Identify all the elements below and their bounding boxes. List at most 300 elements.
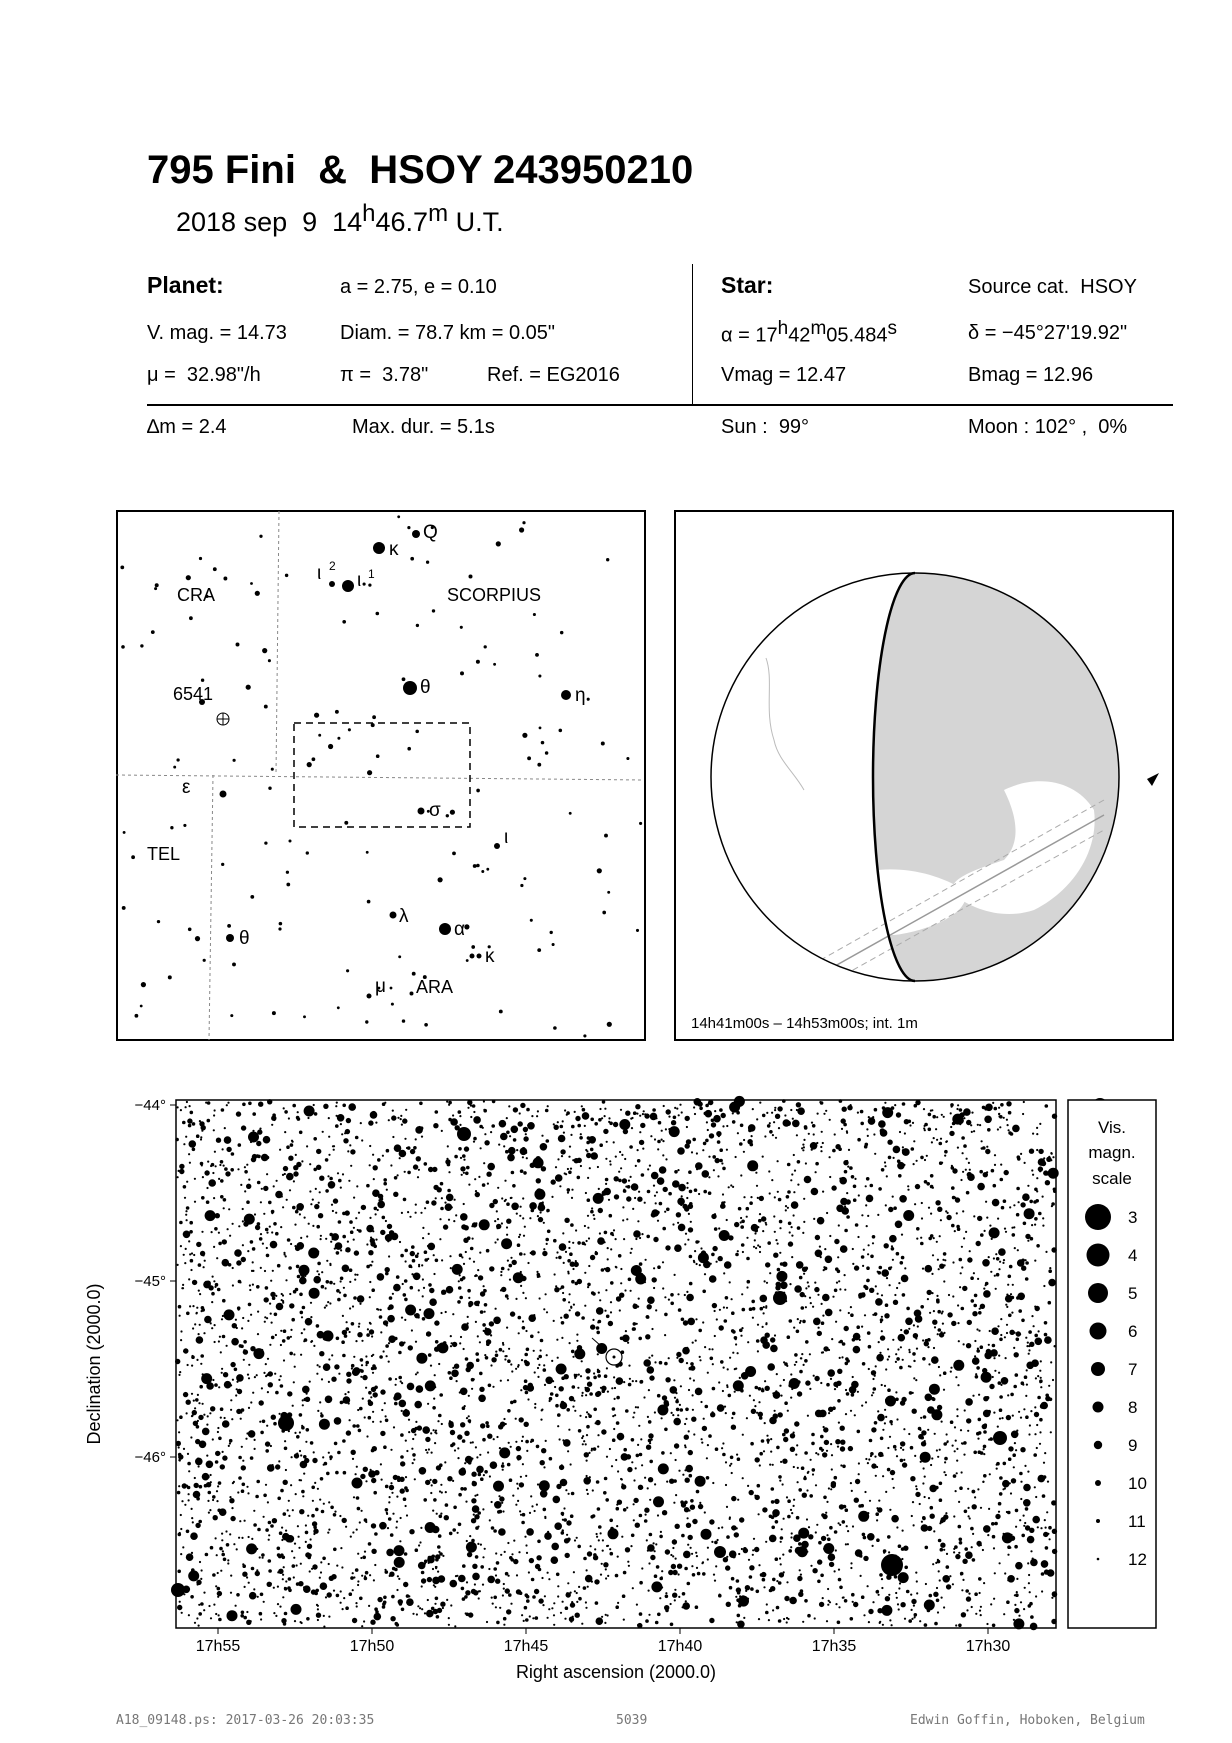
field-star (207, 1119, 211, 1123)
field-star (459, 1296, 463, 1300)
field-star (880, 1318, 884, 1322)
field-star (712, 1303, 717, 1308)
field-star (539, 1480, 550, 1491)
field-star (928, 1363, 930, 1365)
field-star (837, 1446, 839, 1448)
field-star (368, 1605, 370, 1607)
field-star (973, 1130, 975, 1132)
field-star (618, 1254, 622, 1258)
field-star (216, 1500, 218, 1502)
field-star (229, 1533, 231, 1535)
field-star (277, 1264, 281, 1268)
field-star (962, 1286, 967, 1291)
background-star (553, 1026, 557, 1030)
field-star (794, 1364, 796, 1366)
field-star (555, 1394, 559, 1398)
field-star (826, 1501, 828, 1503)
field-star (576, 1601, 578, 1603)
field-star (270, 1583, 272, 1585)
field-star (743, 1196, 745, 1198)
field-star (997, 1426, 999, 1428)
field-star (404, 1552, 408, 1556)
field-star (602, 1100, 606, 1104)
field-star (944, 1264, 946, 1266)
field-star (560, 1149, 565, 1154)
field-star (851, 1593, 855, 1597)
field-star (217, 1509, 221, 1513)
field-star (616, 1396, 620, 1400)
field-star (819, 1602, 824, 1607)
field-star (486, 1621, 488, 1623)
field-star (761, 1389, 765, 1393)
field-star (955, 1440, 957, 1442)
field-star (441, 1197, 443, 1199)
field-star (512, 1495, 514, 1497)
field-star (524, 1422, 529, 1427)
field-star (834, 1570, 836, 1572)
field-star (277, 1603, 279, 1605)
field-star (178, 1446, 180, 1448)
field-star (774, 1410, 776, 1412)
field-star (302, 1306, 306, 1310)
field-star (506, 1117, 508, 1119)
field-star (790, 1179, 792, 1181)
field-star (877, 1271, 879, 1273)
field-star (826, 1450, 828, 1452)
field-star (204, 1260, 206, 1262)
field-star (428, 1233, 430, 1235)
field-star (522, 1513, 526, 1517)
field-star (446, 1286, 454, 1294)
field-star (827, 1538, 831, 1542)
field-star (915, 1379, 917, 1381)
field-star (982, 1368, 987, 1373)
field-star (591, 1291, 595, 1295)
field-star (503, 1624, 505, 1626)
field-star (469, 1535, 471, 1537)
field-star (643, 1110, 645, 1112)
background-star (189, 616, 193, 620)
field-star (878, 1357, 880, 1359)
field-star (686, 1523, 691, 1528)
field-star (583, 1586, 587, 1590)
field-star (493, 1317, 501, 1325)
field-star (489, 1266, 494, 1271)
field-star (643, 1359, 651, 1367)
field-star (844, 1229, 848, 1233)
field-star (772, 1464, 774, 1466)
field-star (352, 1424, 356, 1428)
field-star (920, 1242, 924, 1246)
field-star (439, 1393, 443, 1397)
field-star (524, 1379, 528, 1383)
field-star (205, 1553, 209, 1557)
field-star (475, 1352, 479, 1356)
field-star (774, 1415, 778, 1419)
field-star (434, 1320, 439, 1325)
field-star (222, 1455, 227, 1460)
field-star (248, 1582, 250, 1584)
field-star (524, 1129, 528, 1133)
field-star (733, 1380, 744, 1391)
field-star (1006, 1600, 1010, 1604)
background-star (415, 730, 419, 734)
field-star (803, 1198, 805, 1200)
field-star (1003, 1259, 1005, 1261)
field-star (979, 1124, 981, 1126)
table-vertical-divider (692, 264, 693, 404)
field-star (958, 1624, 962, 1628)
field-star (951, 1166, 955, 1170)
field-star (998, 1113, 1000, 1115)
field-star (254, 1213, 256, 1215)
field-star (192, 1122, 196, 1126)
background-star (279, 922, 283, 926)
field-star (316, 1324, 320, 1328)
field-star (285, 1580, 287, 1582)
field-star (292, 1509, 294, 1511)
field-star (823, 1113, 825, 1115)
field-star (894, 1294, 896, 1296)
field-star (553, 1320, 555, 1322)
field-star (570, 1602, 575, 1607)
field-star (392, 1110, 394, 1112)
field-star (664, 1334, 666, 1336)
field-star (1008, 1457, 1012, 1461)
field-star (803, 1364, 805, 1366)
field-star (1048, 1301, 1052, 1305)
field-star (991, 1522, 995, 1526)
field-star (1026, 1384, 1028, 1386)
field-star (687, 1544, 689, 1546)
field-star (391, 1115, 396, 1120)
field-star (197, 1583, 199, 1585)
field-star (388, 1119, 390, 1121)
field-star (642, 1148, 644, 1150)
field-star (653, 1267, 655, 1269)
field-star (788, 1241, 793, 1246)
field-star (669, 1479, 674, 1484)
field-star (972, 1357, 980, 1365)
field-star (933, 1137, 935, 1139)
field-star (419, 1102, 423, 1106)
field-star (912, 1352, 916, 1356)
field-star (420, 1212, 422, 1214)
field-star (532, 1617, 534, 1619)
field-star (978, 1577, 982, 1581)
field-star (206, 1200, 210, 1204)
field-star (672, 1414, 674, 1416)
field-star (370, 1620, 375, 1625)
field-star (229, 1235, 231, 1237)
field-star (456, 1380, 458, 1382)
background-star (493, 663, 496, 666)
field-star (619, 1119, 630, 1130)
field-star (757, 1350, 759, 1352)
field-star (522, 1106, 524, 1108)
field-star (571, 1125, 575, 1129)
field-star (927, 1406, 935, 1414)
field-star (463, 1487, 467, 1491)
field-star (321, 1271, 323, 1273)
field-star (364, 1577, 368, 1581)
field-star (742, 1308, 746, 1312)
field-star (508, 1147, 516, 1155)
field-star (709, 1133, 714, 1138)
field-star (537, 1376, 539, 1378)
field-star (565, 1173, 567, 1175)
field-star (229, 1439, 233, 1443)
field-star (544, 1595, 546, 1597)
field-star (731, 1425, 736, 1430)
field-star (1033, 1200, 1037, 1204)
field-star (910, 1594, 912, 1596)
field-star (465, 1172, 469, 1176)
field-star (921, 1524, 929, 1532)
field-star (227, 1562, 229, 1564)
field-star (998, 1502, 1002, 1506)
field-star (306, 1145, 308, 1147)
field-star (794, 1421, 799, 1426)
field-star (452, 1114, 454, 1116)
field-star (220, 1417, 222, 1419)
background-star (337, 737, 340, 740)
field-star (838, 1341, 840, 1343)
field-star (892, 1196, 894, 1198)
field-star (396, 1496, 398, 1498)
field-star (998, 1107, 1000, 1109)
field-star (531, 1209, 535, 1213)
field-star (662, 1261, 664, 1263)
field-star (565, 1251, 567, 1253)
field-star (509, 1264, 513, 1268)
field-star (668, 1299, 670, 1301)
field-star (347, 1241, 349, 1243)
field-star (238, 1309, 240, 1311)
field-star (850, 1567, 852, 1569)
field-star (957, 1322, 959, 1324)
field-star (435, 1567, 437, 1569)
field-star (1042, 1217, 1044, 1219)
field-star (478, 1275, 483, 1280)
background-star (476, 864, 480, 868)
field-star (817, 1331, 822, 1336)
field-star (795, 1454, 797, 1456)
field-star (581, 1437, 583, 1439)
field-star (732, 1120, 736, 1124)
field-star (1052, 1379, 1054, 1381)
label-mu: μ (375, 976, 386, 997)
background-star (186, 575, 191, 580)
field-star (969, 1517, 971, 1519)
field-star (645, 1334, 650, 1339)
field-star (678, 1573, 680, 1575)
field-star (592, 1319, 594, 1321)
field-star (587, 1177, 589, 1179)
field-star (355, 1217, 357, 1219)
field-star (899, 1366, 903, 1370)
field-star (976, 1366, 980, 1370)
field-star (258, 1102, 263, 1107)
field-star (525, 1297, 527, 1299)
field-star (331, 1574, 336, 1579)
field-star (1021, 1259, 1025, 1263)
field-star (310, 1302, 312, 1304)
field-star (342, 1212, 346, 1216)
field-star (797, 1107, 805, 1115)
field-star (695, 1162, 703, 1170)
field-star (747, 1341, 749, 1343)
field-star (1008, 1314, 1012, 1318)
star-bmag: Bmag = 12.96 (968, 364, 1094, 386)
field-star (588, 1237, 590, 1239)
field-star (779, 1227, 781, 1229)
field-star (951, 1224, 955, 1228)
field-star (510, 1197, 512, 1199)
field-star (613, 1141, 615, 1143)
field-star (790, 1546, 792, 1548)
field-star (506, 1131, 510, 1135)
field-star (282, 1574, 284, 1576)
field-star (732, 1352, 734, 1354)
background-star (271, 768, 274, 771)
field-star (282, 1174, 284, 1176)
field-star (342, 1235, 346, 1239)
field-star (802, 1232, 804, 1234)
field-star (282, 1556, 286, 1560)
field-star (247, 1320, 249, 1322)
field-star (967, 1257, 972, 1262)
field-star (867, 1462, 869, 1464)
field-star (186, 1206, 190, 1210)
field-star (838, 1224, 840, 1226)
field-star (717, 1175, 719, 1177)
field-star (238, 1225, 240, 1227)
field-star (602, 1539, 604, 1541)
field-star (670, 1603, 672, 1605)
field-star (648, 1614, 650, 1616)
field-star (913, 1377, 915, 1379)
field-star (712, 1363, 714, 1365)
field-star (298, 1547, 300, 1549)
field-star (224, 1136, 232, 1144)
field-star (355, 1602, 357, 1604)
field-star (865, 1185, 867, 1187)
field-star (768, 1619, 770, 1621)
field-star (859, 1339, 861, 1341)
field-star (742, 1477, 744, 1479)
field-star (359, 1407, 363, 1411)
field-star (842, 1201, 844, 1203)
field-star (176, 1419, 178, 1421)
field-star (340, 1280, 342, 1282)
field-star (807, 1471, 809, 1473)
field-star (1051, 1619, 1056, 1624)
field-star (378, 1199, 380, 1201)
field-star (213, 1515, 218, 1520)
field-star (383, 1350, 385, 1352)
field-star (578, 1429, 582, 1433)
field-star (1036, 1127, 1038, 1129)
field-star (266, 1254, 270, 1258)
field-star (909, 1391, 913, 1395)
field-star (728, 1394, 732, 1398)
field-star (686, 1291, 688, 1293)
field-star (373, 1392, 378, 1397)
field-star (282, 1578, 284, 1580)
field-star (227, 1610, 238, 1621)
field-star (275, 1232, 279, 1236)
star-alpha-ara (439, 923, 451, 935)
field-star (360, 1122, 362, 1124)
field-star (821, 1536, 826, 1541)
field-star (365, 1521, 367, 1523)
background-star (140, 644, 143, 647)
field-star (993, 1598, 995, 1600)
field-star (516, 1483, 518, 1485)
field-star (200, 1354, 204, 1358)
field-star (313, 1533, 315, 1535)
field-star (826, 1620, 828, 1622)
field-star (865, 1401, 867, 1403)
field-star (734, 1391, 736, 1393)
field-star (773, 1253, 778, 1258)
field-star (920, 1305, 924, 1309)
field-star (764, 1380, 766, 1382)
field-star (582, 1392, 584, 1394)
field-star (217, 1591, 222, 1596)
field-star (491, 1597, 493, 1599)
field-star (915, 1315, 923, 1323)
field-star (590, 1152, 598, 1160)
field-star (306, 1617, 310, 1621)
field-star (626, 1196, 631, 1201)
field-star (936, 1449, 938, 1451)
field-star (882, 1624, 884, 1626)
field-star (333, 1513, 337, 1517)
field-star (470, 1247, 474, 1251)
field-star (187, 1118, 192, 1123)
field-star (808, 1133, 810, 1135)
field-star (737, 1457, 741, 1461)
field-star (459, 1115, 461, 1117)
field-star (865, 1204, 867, 1206)
field-star (620, 1268, 622, 1270)
field-star (248, 1102, 252, 1106)
field-star (499, 1510, 503, 1514)
field-star (723, 1201, 725, 1203)
field-star (300, 1479, 302, 1481)
field-star (685, 1418, 687, 1420)
field-star (661, 1451, 665, 1455)
field-star (747, 1485, 749, 1487)
field-star (738, 1207, 742, 1211)
field-star (568, 1156, 570, 1158)
field-star (824, 1248, 826, 1250)
field-star (217, 1587, 221, 1591)
field-star (739, 1595, 741, 1597)
field-star (547, 1617, 549, 1619)
field-star (896, 1112, 901, 1117)
field-star (1030, 1559, 1038, 1567)
field-star (615, 1574, 619, 1578)
field-star (1001, 1417, 1003, 1419)
field-star (185, 1214, 187, 1216)
field-star (180, 1553, 182, 1555)
field-star (646, 1445, 651, 1450)
field-star (945, 1512, 947, 1514)
background-star (484, 645, 487, 648)
